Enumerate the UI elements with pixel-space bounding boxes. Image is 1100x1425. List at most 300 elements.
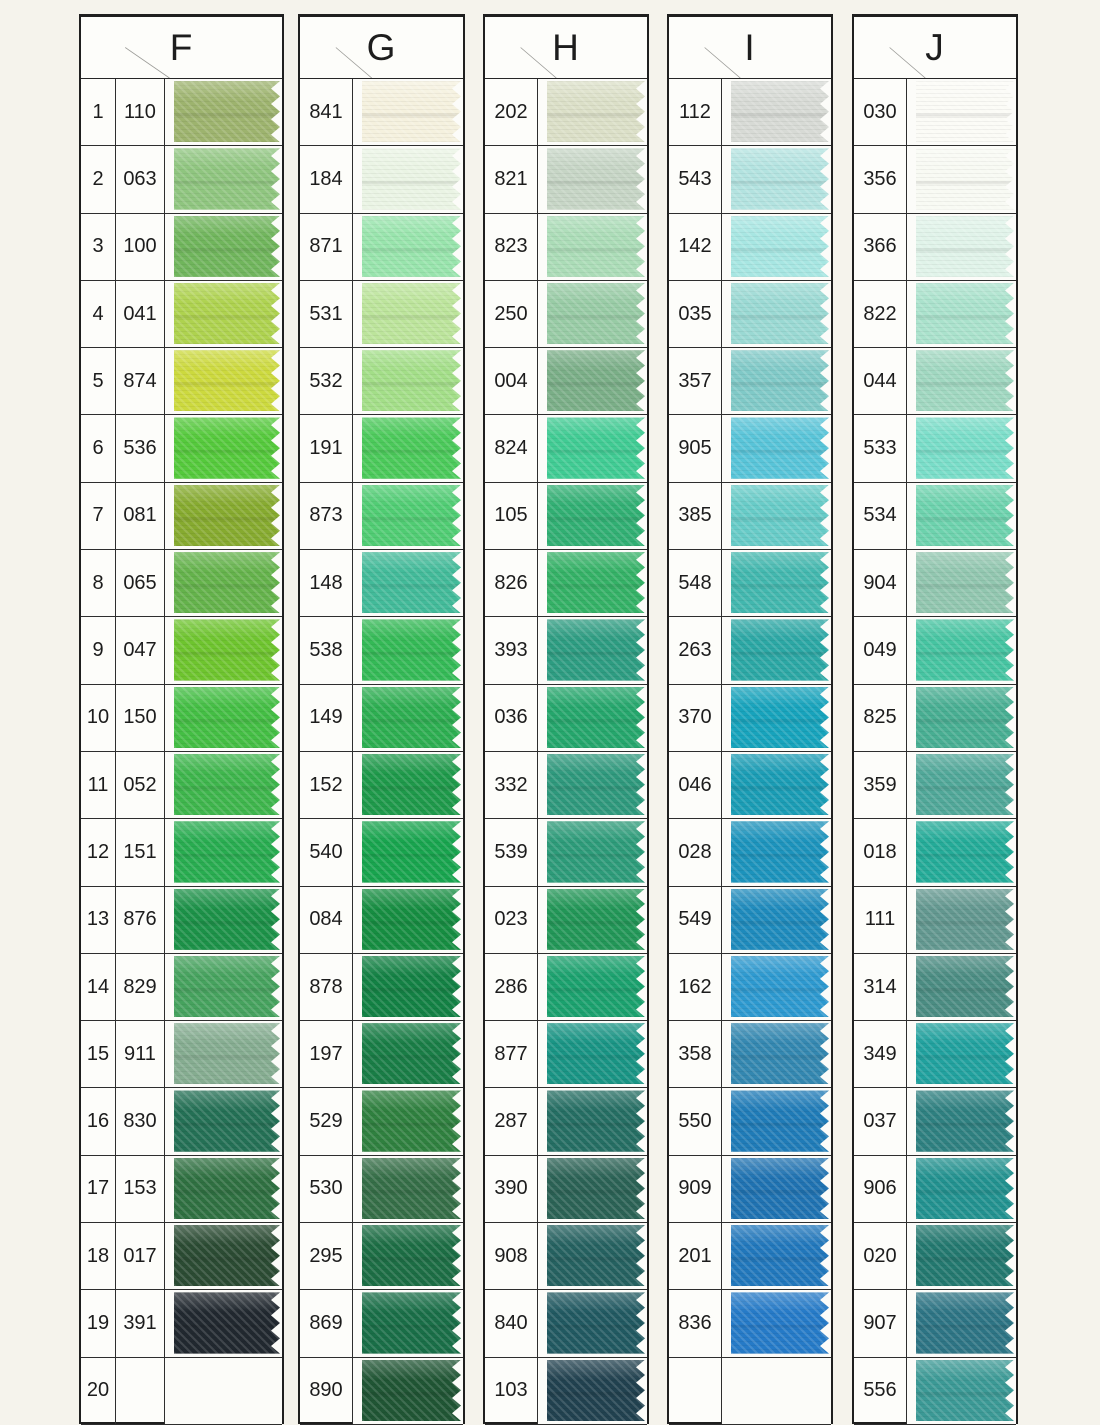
fabric-swatch xyxy=(174,619,280,680)
swatch-row xyxy=(485,348,647,415)
swatch-cell xyxy=(165,887,282,953)
color-code-cell: 081 xyxy=(116,483,165,549)
swatch-row xyxy=(81,617,282,684)
swatch-cell xyxy=(722,214,831,280)
fabric-swatch xyxy=(916,216,1014,277)
swatch-cell xyxy=(722,752,831,818)
swatch-cell xyxy=(722,281,831,347)
color-code-cell: 295 xyxy=(300,1223,353,1289)
swatch-row xyxy=(854,281,1016,348)
swatch-cell xyxy=(165,214,282,280)
fabric-swatch xyxy=(362,417,461,478)
color-code-cell: 529 xyxy=(300,1088,353,1154)
fabric-swatch xyxy=(362,485,461,546)
swatch-row xyxy=(81,550,282,617)
swatch-cell xyxy=(907,1088,1016,1154)
swatch-cell xyxy=(353,685,463,751)
column-header xyxy=(81,17,282,79)
swatch-cell xyxy=(907,550,1016,616)
swatch-cell xyxy=(538,146,647,212)
fabric-swatch xyxy=(174,1023,280,1084)
fabric-swatch xyxy=(916,1360,1014,1421)
panel-H xyxy=(483,14,649,1424)
color-code-cell: 904 xyxy=(854,550,907,616)
swatch-row xyxy=(669,348,831,415)
fabric-swatch xyxy=(547,1360,645,1421)
fabric-swatch xyxy=(547,1292,645,1353)
color-code-cell: 909 xyxy=(669,1156,722,1222)
color-code-cell: 540 xyxy=(300,819,353,885)
color-code-cell: 906 xyxy=(854,1156,907,1222)
color-code-cell: 550 xyxy=(669,1088,722,1154)
fabric-swatch xyxy=(731,283,829,344)
fabric-swatch xyxy=(731,754,829,815)
fabric-swatch xyxy=(547,619,645,680)
swatch-row xyxy=(81,146,282,213)
fabric-swatch xyxy=(362,1158,461,1219)
color-code-cell: 332 xyxy=(485,752,538,818)
swatch-row xyxy=(300,1358,463,1425)
fabric-swatch xyxy=(547,417,645,478)
swatch-cell xyxy=(353,1223,463,1289)
swatch-cell xyxy=(353,483,463,549)
color-code-cell: 017 xyxy=(116,1223,165,1289)
row-number-cell: 17 xyxy=(81,1156,116,1222)
swatch-cell xyxy=(353,281,463,347)
swatch-row xyxy=(669,214,831,281)
row-number-cell: 4 xyxy=(81,281,116,347)
fabric-swatch xyxy=(547,283,645,344)
swatch-row xyxy=(854,1290,1016,1357)
diagonal-line xyxy=(81,17,282,78)
fabric-swatch xyxy=(916,283,1014,344)
row-number-cell: 6 xyxy=(81,415,116,481)
color-code-cell: 393 xyxy=(485,617,538,683)
swatch-cell xyxy=(353,79,463,145)
swatch-row xyxy=(485,550,647,617)
swatch-row xyxy=(485,146,647,213)
swatch-row xyxy=(854,79,1016,146)
fabric-swatch xyxy=(362,1090,461,1151)
swatch-cell xyxy=(538,1358,647,1424)
header-letter: F xyxy=(169,27,194,68)
color-code-cell: 287 xyxy=(485,1088,538,1154)
color-code-cell: 110 xyxy=(116,79,165,145)
swatch-row xyxy=(854,617,1016,684)
color-code-cell: 191 xyxy=(300,415,353,481)
color-code-cell: 876 xyxy=(116,887,165,953)
fabric-swatch xyxy=(547,956,645,1017)
color-code-cell: 829 xyxy=(116,954,165,1020)
column-header xyxy=(485,17,647,79)
swatch-row xyxy=(854,550,1016,617)
color-code-cell: 370 xyxy=(669,685,722,751)
color-code-cell: 103 xyxy=(485,1358,538,1424)
fabric-swatch xyxy=(916,417,1014,478)
color-code-cell: 153 xyxy=(116,1156,165,1222)
fabric-swatch xyxy=(547,485,645,546)
swatch-cell xyxy=(538,752,647,818)
color-code-cell: 152 xyxy=(300,752,353,818)
color-code-cell xyxy=(116,1358,165,1424)
swatch-cell xyxy=(353,954,463,1020)
swatch-cell xyxy=(165,1358,282,1424)
swatch-row xyxy=(854,819,1016,886)
swatch-row xyxy=(81,887,282,954)
fabric-swatch xyxy=(174,1225,280,1286)
fabric-swatch xyxy=(916,1023,1014,1084)
swatch-cell xyxy=(165,79,282,145)
swatch-row xyxy=(81,954,282,1021)
color-code-cell: 390 xyxy=(485,1156,538,1222)
swatch-row xyxy=(81,1358,282,1425)
swatch-cell xyxy=(165,146,282,212)
color-code-cell: 150 xyxy=(116,685,165,751)
swatch-row xyxy=(81,1290,282,1357)
swatch-cell xyxy=(722,819,831,885)
color-code-cell: 874 xyxy=(116,348,165,414)
swatch-cell xyxy=(907,281,1016,347)
row-number-cell: 1 xyxy=(81,79,116,145)
swatch-cell xyxy=(353,550,463,616)
swatch-cell xyxy=(907,483,1016,549)
color-code-cell: 148 xyxy=(300,550,353,616)
swatch-cell xyxy=(907,617,1016,683)
color-code-cell: 830 xyxy=(116,1088,165,1154)
panel-I xyxy=(667,14,833,1424)
swatch-row xyxy=(300,887,463,954)
swatch-cell xyxy=(538,281,647,347)
swatch-cell xyxy=(907,685,1016,751)
row-number-cell: 11 xyxy=(81,752,116,818)
fabric-swatch xyxy=(547,889,645,950)
swatch-row xyxy=(669,483,831,550)
swatch-cell xyxy=(907,819,1016,885)
column-header xyxy=(300,17,463,79)
fabric-swatch xyxy=(362,619,461,680)
swatch-cell xyxy=(165,483,282,549)
fabric-swatch xyxy=(547,350,645,411)
swatch-row xyxy=(81,685,282,752)
color-code-cell: 020 xyxy=(854,1223,907,1289)
swatch-cell xyxy=(353,214,463,280)
swatch-row xyxy=(669,1290,831,1357)
swatch-row xyxy=(485,281,647,348)
fabric-swatch xyxy=(174,754,280,815)
swatch-row xyxy=(485,1358,647,1425)
color-code-cell: 877 xyxy=(485,1021,538,1087)
row-number-cell: 16 xyxy=(81,1088,116,1154)
swatch-cell xyxy=(353,1156,463,1222)
color-code-cell: 538 xyxy=(300,617,353,683)
swatch-row xyxy=(854,483,1016,550)
fabric-swatch xyxy=(174,821,280,882)
color-code-cell: 036 xyxy=(485,685,538,751)
swatch-row xyxy=(300,819,463,886)
swatch-cell xyxy=(353,1088,463,1154)
swatch-row xyxy=(485,1290,647,1357)
fabric-swatch xyxy=(174,956,280,1017)
swatch-row xyxy=(854,1156,1016,1223)
swatch-row xyxy=(300,685,463,752)
swatch-cell xyxy=(538,954,647,1020)
color-code-cell: 142 xyxy=(669,214,722,280)
diagonal-line xyxy=(300,17,463,78)
color-code-cell: 046 xyxy=(669,752,722,818)
swatch-row xyxy=(485,819,647,886)
swatch-row xyxy=(669,1358,831,1425)
color-code-cell: 063 xyxy=(116,146,165,212)
panel-J xyxy=(852,14,1018,1424)
swatch-row xyxy=(854,1358,1016,1425)
swatch-cell xyxy=(722,1358,831,1424)
swatch-row xyxy=(854,887,1016,954)
row-number-cell: 2 xyxy=(81,146,116,212)
swatch-cell xyxy=(907,415,1016,481)
fabric-swatch xyxy=(547,687,645,748)
swatch-row xyxy=(81,483,282,550)
row-number-cell: 18 xyxy=(81,1223,116,1289)
color-code-cell: 822 xyxy=(854,281,907,347)
swatch-cell xyxy=(907,1290,1016,1356)
swatch-cell xyxy=(353,617,463,683)
fabric-swatch xyxy=(362,283,461,344)
fabric-swatch xyxy=(916,687,1014,748)
color-code-cell: 359 xyxy=(854,752,907,818)
swatch-row xyxy=(300,415,463,482)
fabric-swatch xyxy=(362,754,461,815)
color-code-cell: 911 xyxy=(116,1021,165,1087)
row-number-cell: 10 xyxy=(81,685,116,751)
swatch-cell xyxy=(353,1358,463,1424)
swatch-cell xyxy=(907,1156,1016,1222)
color-code-cell: 286 xyxy=(485,954,538,1020)
color-code-cell: 385 xyxy=(669,483,722,549)
swatch-cell xyxy=(353,348,463,414)
swatch-row xyxy=(854,954,1016,1021)
fabric-swatch xyxy=(174,1158,280,1219)
color-code-cell: 197 xyxy=(300,1021,353,1087)
swatch-cell xyxy=(907,954,1016,1020)
fabric-swatch xyxy=(174,687,280,748)
column-header xyxy=(854,17,1016,79)
swatch-cell xyxy=(538,685,647,751)
fabric-swatch xyxy=(362,687,461,748)
swatch-row xyxy=(300,1290,463,1357)
swatch-row xyxy=(81,1088,282,1155)
fabric-swatch xyxy=(174,889,280,950)
swatch-row xyxy=(669,887,831,954)
color-code-cell: 536 xyxy=(116,415,165,481)
fabric-swatch xyxy=(174,148,280,209)
column-header xyxy=(669,17,831,79)
swatch-cell xyxy=(722,1088,831,1154)
swatch-cell xyxy=(165,685,282,751)
fabric-swatch xyxy=(916,485,1014,546)
fabric-swatch xyxy=(731,889,829,950)
swatch-row xyxy=(300,954,463,1021)
color-code-cell: 028 xyxy=(669,819,722,885)
swatch-row xyxy=(669,954,831,1021)
color-code-cell: 548 xyxy=(669,550,722,616)
fabric-swatch xyxy=(916,821,1014,882)
fabric-swatch xyxy=(916,619,1014,680)
swatch-cell xyxy=(907,887,1016,953)
color-code-cell: 149 xyxy=(300,685,353,751)
color-code-cell: 162 xyxy=(669,954,722,1020)
swatch-row xyxy=(300,146,463,213)
color-code-cell: 047 xyxy=(116,617,165,683)
color-code-cell: 878 xyxy=(300,954,353,1020)
color-code-cell: 549 xyxy=(669,887,722,953)
fabric-swatch xyxy=(362,148,461,209)
swatch-cell xyxy=(538,887,647,953)
swatch-cell xyxy=(538,819,647,885)
color-code-cell: 184 xyxy=(300,146,353,212)
header-letter: I xyxy=(744,27,756,68)
fabric-swatch xyxy=(731,350,829,411)
fabric-swatch xyxy=(916,754,1014,815)
color-code-cell: 823 xyxy=(485,214,538,280)
fabric-swatch xyxy=(174,81,280,142)
swatch-cell xyxy=(538,550,647,616)
fabric-swatch xyxy=(916,350,1014,411)
swatch-row xyxy=(300,550,463,617)
fabric-swatch xyxy=(174,1292,280,1353)
row-number-cell: 8 xyxy=(81,550,116,616)
fabric-swatch xyxy=(731,956,829,1017)
row-number-cell: 19 xyxy=(81,1290,116,1356)
swatch-row xyxy=(485,214,647,281)
color-code-cell: 358 xyxy=(669,1021,722,1087)
fabric-swatch xyxy=(362,216,461,277)
swatch-cell xyxy=(722,1021,831,1087)
swatch-cell xyxy=(722,483,831,549)
fabric-swatch xyxy=(731,619,829,680)
swatch-cell xyxy=(722,146,831,212)
color-code-cell: 840 xyxy=(485,1290,538,1356)
swatch-row xyxy=(300,79,463,146)
fabric-swatch xyxy=(731,1023,829,1084)
swatch-cell xyxy=(907,1358,1016,1424)
swatch-row xyxy=(854,348,1016,415)
swatch-cell xyxy=(165,819,282,885)
swatch-cell xyxy=(165,415,282,481)
swatch-row xyxy=(300,281,463,348)
swatch-cell xyxy=(722,685,831,751)
fabric-swatch xyxy=(547,1158,645,1219)
swatch-cell xyxy=(722,348,831,414)
fabric-swatch xyxy=(362,350,461,411)
swatch-row xyxy=(485,685,647,752)
fabric-swatch xyxy=(174,283,280,344)
swatch-cell xyxy=(722,415,831,481)
fabric-swatch xyxy=(547,1090,645,1151)
swatch-row xyxy=(854,1021,1016,1088)
swatch-row xyxy=(669,685,831,752)
swatch-cell xyxy=(538,1290,647,1356)
swatch-cell xyxy=(165,1290,282,1356)
fabric-swatch xyxy=(731,417,829,478)
swatch-cell xyxy=(907,1021,1016,1087)
swatch-cell xyxy=(165,1156,282,1222)
row-number-cell: 7 xyxy=(81,483,116,549)
swatch-cell xyxy=(165,1088,282,1154)
row-number-cell: 14 xyxy=(81,954,116,1020)
color-code-cell: 391 xyxy=(116,1290,165,1356)
swatch-row xyxy=(300,752,463,819)
color-code-cell: 250 xyxy=(485,281,538,347)
fabric-swatch xyxy=(362,552,461,613)
swatch-row xyxy=(669,617,831,684)
fabric-swatch xyxy=(362,1360,461,1421)
color-code-cell: 825 xyxy=(854,685,907,751)
swatch-cell xyxy=(353,1290,463,1356)
color-code-cell: 905 xyxy=(669,415,722,481)
fabric-swatch xyxy=(916,552,1014,613)
swatch-row xyxy=(81,281,282,348)
swatch-cell xyxy=(538,214,647,280)
color-code-cell: 534 xyxy=(854,483,907,549)
color-code-cell: 049 xyxy=(854,617,907,683)
swatch-row xyxy=(81,1156,282,1223)
fabric-swatch xyxy=(731,81,829,142)
swatch-row xyxy=(81,348,282,415)
swatch-row xyxy=(485,1088,647,1155)
color-code-cell: 044 xyxy=(854,348,907,414)
fabric-swatch xyxy=(731,1090,829,1151)
fabric-swatch xyxy=(547,1225,645,1286)
fabric-swatch xyxy=(916,889,1014,950)
swatch-row xyxy=(854,146,1016,213)
color-code-cell: 873 xyxy=(300,483,353,549)
swatch-row xyxy=(669,79,831,146)
color-code-cell xyxy=(669,1358,722,1424)
color-code-cell: 314 xyxy=(854,954,907,1020)
fabric-swatch xyxy=(731,552,829,613)
swatch-cell xyxy=(907,214,1016,280)
fabric-swatch xyxy=(731,485,829,546)
swatch-cell xyxy=(722,1290,831,1356)
swatch-row xyxy=(854,415,1016,482)
swatch-cell xyxy=(538,348,647,414)
fabric-swatch xyxy=(174,485,280,546)
row-number-cell: 3 xyxy=(81,214,116,280)
color-code-cell: 836 xyxy=(669,1290,722,1356)
color-code-cell: 018 xyxy=(854,819,907,885)
fabric-swatch xyxy=(731,1158,829,1219)
row-number-cell: 20 xyxy=(81,1358,116,1424)
color-code-cell: 030 xyxy=(854,79,907,145)
header-letter: H xyxy=(552,27,580,68)
fabric-swatch xyxy=(174,216,280,277)
swatch-cell xyxy=(165,752,282,818)
swatch-cell xyxy=(353,415,463,481)
fabric-swatch xyxy=(362,81,461,142)
fabric-swatch xyxy=(547,821,645,882)
swatch-row xyxy=(485,1021,647,1088)
swatch-row xyxy=(81,214,282,281)
color-code-cell: 821 xyxy=(485,146,538,212)
fabric-swatch xyxy=(731,821,829,882)
color-code-cell: 112 xyxy=(669,79,722,145)
swatch-cell xyxy=(165,281,282,347)
color-code-cell: 100 xyxy=(116,214,165,280)
color-code-cell: 366 xyxy=(854,214,907,280)
fabric-swatch xyxy=(916,1292,1014,1353)
swatch-row xyxy=(669,752,831,819)
color-code-cell: 869 xyxy=(300,1290,353,1356)
